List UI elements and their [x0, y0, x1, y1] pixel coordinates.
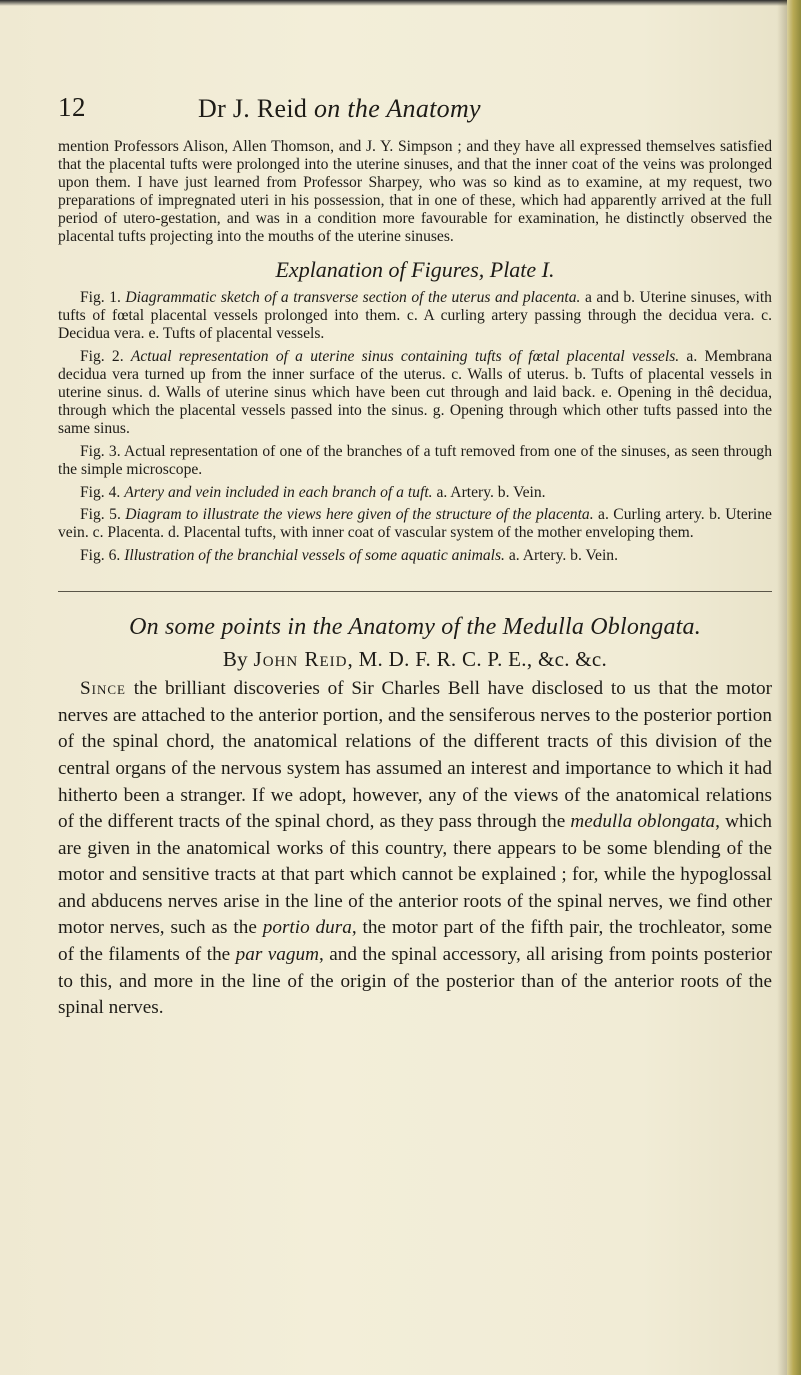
figure-label: Fig. 5.	[80, 506, 126, 524]
figure-caption-3	[58, 443, 772, 479]
figure-text: a and b. Uterine sinuses, with tufts of fœtal placental vessels prolonged into them. c. A curling artery passing through the decidua vera. c. Decidua vera. e. Tufts of placental vessels.	[58, 289, 772, 343]
body-text-1: the brilliant discoveries of Sir Charles Bell have disclosed to us that the motor nerves are attached to the anterior portion, and the sensiferous nerves to the posterior portion of the spinal chord, the anatomical relations of the different tracts of this division of the central organs of the nervous system has assumed an interest and importance to which it had hitherto been a stranger. If we adopt, however, any of the views of the anatomical relations of the different tracts of the spinal chord, as they pass through the	[58, 678, 772, 833]
figure-label: Fig. 6.	[80, 547, 125, 565]
figure-text: a. Curling artery. b. Uterine vein. c. Placenta. d. Placental tufts, with inner coat of vascular system of the mother enveloping them.	[58, 506, 772, 542]
page-top-edge-shadow	[0, 0, 801, 6]
page-number: 12	[58, 92, 86, 122]
term-par-vagum: par vagum	[235, 944, 319, 966]
running-title-subject: on the Anatomy	[313, 94, 481, 123]
term-portio-dura: portio dura	[262, 917, 352, 939]
term-medulla-oblongata: medulla oblongata	[570, 811, 716, 833]
figure-label: Fig. 3.	[80, 442, 124, 460]
figure-text: a. Artery. b. Vein.	[504, 547, 618, 565]
figure-label: Fig. 1.	[80, 289, 126, 307]
figure-label: Fig. 4.	[80, 483, 125, 501]
figure-caption-5	[58, 506, 772, 542]
byline-credentials: , M. D. F. R. C. P. E., &c. &c.	[347, 647, 608, 672]
figure-title: Diagram to illustrate the views here given of the structure of the placenta.	[125, 506, 594, 524]
body-text-4: , and the spinal accessory, all arising from points posterior to this, and more in the line of the origin of the posterior than of the anterior roots of the spinal nerves.	[58, 944, 772, 1019]
figure-text: a. Artery. b. Vein.	[432, 483, 546, 501]
figure-caption-4	[58, 484, 772, 502]
article-body-paragraph	[58, 676, 772, 1022]
figure-label: Fig. 2.	[80, 348, 131, 366]
article-title: On some points in the Anatomy of the Medulla Oblongata.	[129, 614, 701, 641]
body-text-2: , which are given in the anatomical works of this country, there appears to be some blending of the motor and sensitive tracts at that part which cannot be explained ; for, while the hypoglossal and abducens nerves arise in the line of the anterior roots of the spinal nerves, we find other motor nerves, such as the	[58, 811, 772, 939]
body-text-3: , the motor part of the fifth pair, the trochleator, some of the filaments of the	[58, 917, 772, 966]
figure-title: Actual representation of a uterine sinus containing tufts of fœtal placental vessels.	[130, 348, 680, 366]
explanation-heading: Explanation of Figures, Plate I.	[275, 257, 555, 283]
byline-author-name: John Reid	[253, 647, 348, 672]
figure-text: Actual representation of one of the branches of a tuft removed from one of the sinuses, as seen through the simple microscope.	[58, 442, 772, 478]
section-divider	[58, 591, 772, 592]
intro-paragraph: mention Professors Alison, Allen Thomson, and J. Y. Simpson ; and they have all expressed themselves satisfied that the placental tufts were prolonged into the uterine sinuses, and that the inner coat of the veins was prolonged upon them. I have just learned from Professor Sharpey, who was so kind as to examine, at my request, two preparations of impregnated uteri in his possession, that in one of these, which had apparently arrived at the full period of utero-gestation, and was in a condition more favourable for examination, he distinctly observed the placental tufts projecting into the mouths of the uterine sinuses.	[58, 138, 772, 245]
lead-word: Since	[80, 678, 127, 700]
book-binding-edge	[787, 0, 801, 1375]
binding-shadow	[777, 0, 787, 1375]
figure-list	[58, 289, 772, 565]
figure-title: Illustration of the branchial vessels of some aquatic animals.	[124, 547, 505, 565]
running-title-author: Dr J. Reid	[198, 94, 314, 123]
figure-text: a. Membrana decidua vera turned up from the inner surface of the uterus. c. Walls of uterus. b. Tufts of placental vessels in uterine sinus. d. Walls of uterine sinus which have been cut through and laid back. e. Opening in thê decidua, through which the placental vessels passed into the sinus. g. Opening through which other tufts passed into the same sinus.	[58, 348, 772, 437]
figure-caption-2	[58, 348, 772, 438]
figure-title: Diagrammatic sketch of a transverse section of the uterus and placenta.	[125, 289, 581, 307]
running-title	[198, 94, 481, 124]
figure-caption-6	[58, 547, 772, 565]
running-head	[58, 92, 772, 132]
article-byline	[58, 647, 772, 672]
figure-title: Artery and vein included in each branch of a tuft.	[124, 483, 433, 501]
figure-caption-1	[58, 289, 772, 343]
byline-by: By	[222, 647, 254, 672]
page-content	[58, 92, 772, 1022]
